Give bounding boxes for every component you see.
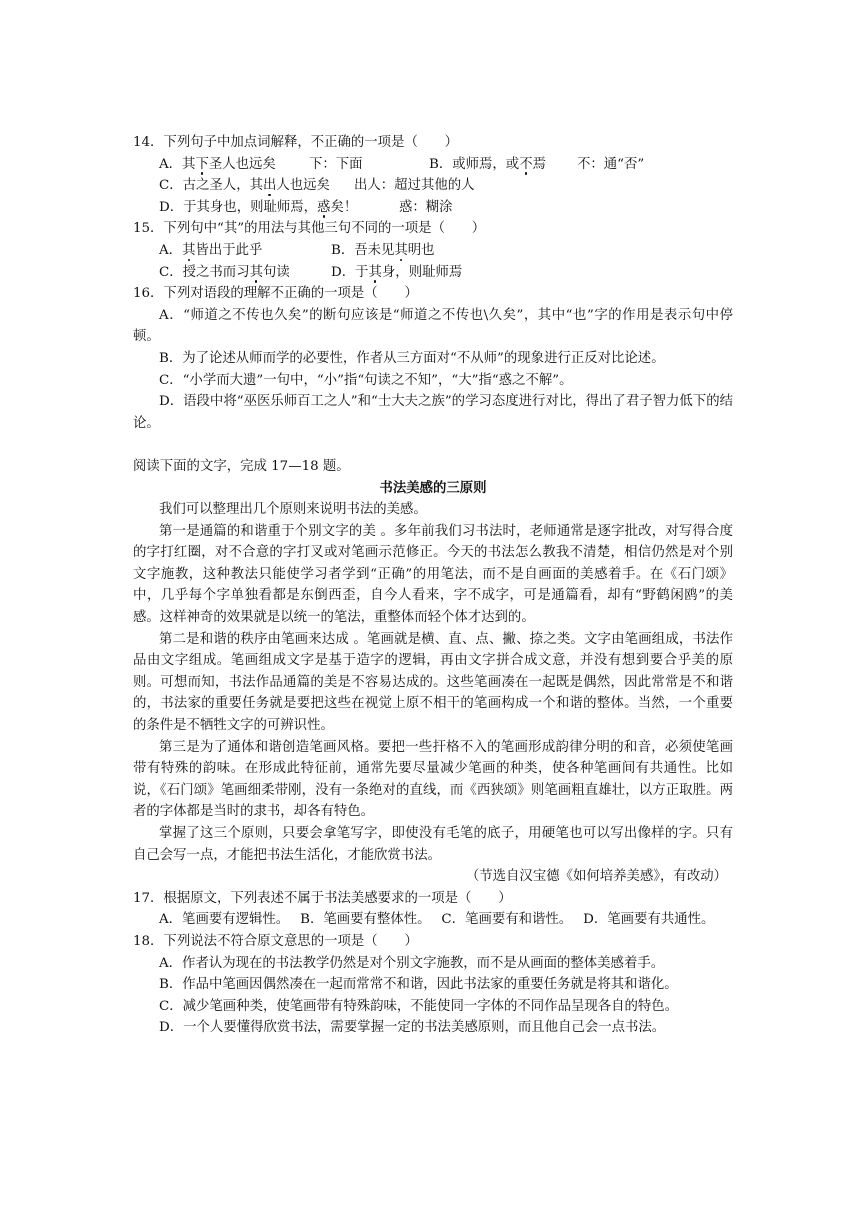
question-16-option-d: D．语段中将“巫医乐师百工之人”和“士大夫之族”的学习态度进行对比，得出了君子智力低下的结论。 [133,394,733,431]
question-18-option-b: B．作品中笔画因偶然凑在一起而常常不和谐，因此书法家的重要任务就是将其和谐化。 [159,977,678,993]
spacer [133,434,733,456]
q14-option-a-explain: 下：下面 [309,156,363,172]
question-18-option-d: D．一个人要懂得欣赏书法，需要掌握一定的书法美感原则，而且他自己会一点书法。 [159,1020,666,1036]
q15-option-a: A．其皆出于此乎 [159,242,263,258]
question-16-stem: 16．下列对语段的理解不正确的一项是（ ） [133,286,418,302]
q14-option-a: A．其下圣人也远矣 [159,156,276,172]
q15-option-b: B．吾未见其明也 [331,242,435,258]
question-18-stem: 18．下列说法不符合原文意思的一项是（ ） [133,933,418,949]
passage-paragraph-4: 第三是为了通体和谐创造笔画风格。要把一些扞格不入的笔画形成韵律分明的和音，必须使笔画带有特殊的韵味。在形成此特征前，通常先要尽量减少笔画的种类，使各种笔画间有共通性。比如说，《石门颂》笔画细柔带刚，没有一条绝对的直线，而《西狭颂》则笔画粗直雄壮，以方正取胜。两者的字体都是当时的隶书，却各有特色。 [133,739,733,820]
passage-source: （节选自汉宝德《如何培养美感》，有改动） [465,869,727,885]
q14-option-b: B．或师焉，或不焉 [429,156,546,172]
q15-option-d: D．于其身，则耻师焉 [331,264,463,280]
passage-paragraph-1: 我们可以整理出几个原则来说明书法的美感。 [159,502,427,518]
q15-option-c: C．授之书而习其句读 [159,264,290,280]
question-17-options: A．笔画要有逻辑性。 B．笔画要有整体性。 C．笔画要有和谐性。 D．笔画要有共通性。 [159,912,715,928]
q14-option-c-explain: 出人：超过其他的人 [354,178,475,194]
question-14-option-d: D．于其身也，则耻师焉，惑矣！ 惑：糊涂 [159,199,453,215]
passage-paragraph-3: 第二是和谐的秩序由笔画来达成 。笔画就是横、直、点、撇、捺之类。文字由笔画组成，书法作品由文字组成。笔画组成文字是基于造字的逻辑，再由文字拼合成文意，并没有想到要合乎美的原则。可想而知，书法作品通篇的美是不容易达成的。这些笔画凑在一起既是偶然，因此常常是不和谐的，书法家的重要任务就是要把这些在视觉上原不相干的笔画构成一个和谐的整体。当然，一个重要的条件是不牺牲文字的可辨识性。 [133,631,733,734]
question-16-option-a: A．“师道之不传也久矣”的断句应该是“师道之不传也\久矣”，其中“也”字的作用是表示句中停顿。 [133,307,733,345]
question-14-options-ab [133,154,733,176]
q14-option-d-explain: 惑：糊涂 [399,199,453,215]
passage-title: 书法美感的三原则 [379,480,487,496]
question-18-option-a: A．作者认为现在的书法教学仍然是对个别文字施教，而不是从画面的整体美感着手。 [159,955,665,971]
passage-paragraph-2: 第一是通篇的和谐重于个别文字的美 。多年前我们习书法时，老师通常是逐字批改，对写得合度的字打红圈，对不合意的字打叉或对笔画示范修正。今天的书法怎么教我不清楚，相信仍然是对个别文字施教，这种教法只能使学习者学到“正确”的用笔法，而不是自画面的美感着手。在《石门颂》中，几乎每个字单独看都是东倒西歪，自今人看来，字不成字，可是通篇看，却有“野鹤闲鸥”的美感。这样神奇的效果就是以统一的笔法，重整体而轻个体才达到的。 [133,523,733,626]
passage-paragraph-5: 掌握了这三个原则，只要会拿笔写字，即使没有毛笔的底子，用硬笔也可以写出像样的字。只有自己会写一点，才能把书法生活化，才能欣赏书法。 [133,826,733,863]
reading-intro: 阅读下面的文字，完成 17—18 题。 [133,458,350,474]
question-16-option-b: B．为了论述从师而学的必要性，作者从三方面对“不从师”的现象进行正反对比论述。 [159,350,665,366]
question-17-stem: 17．根据原文，下列表述不属于书法美感要求的一项是（ ） [133,890,512,906]
question-16-option-c: C．“小学而大遗”一句中，“小”指“句读之不知”，“大”指“惑之不解”。 [159,372,573,388]
q14-option-b-explain: 不：通“否” [577,156,645,172]
document-body [133,132,733,1039]
question-14-stem: 14．下列句子中加点词解释，不正确的一项是（ ） [133,135,459,150]
question-15-options-cd [133,262,733,284]
question-15-options-ab [133,240,733,262]
question-15-stem: 15．下列句中“其”的用法与其他三句不同的一项是（ ） [133,221,486,237]
question-18-option-c: C．减少笔画种类，使笔画带有特殊韵味，不能使同一字体的不同作品呈现各自的特色。 [159,998,679,1014]
question-14-option-c: C．古之圣人，其出人也远矣 出人：超过其他的人 [159,178,475,194]
